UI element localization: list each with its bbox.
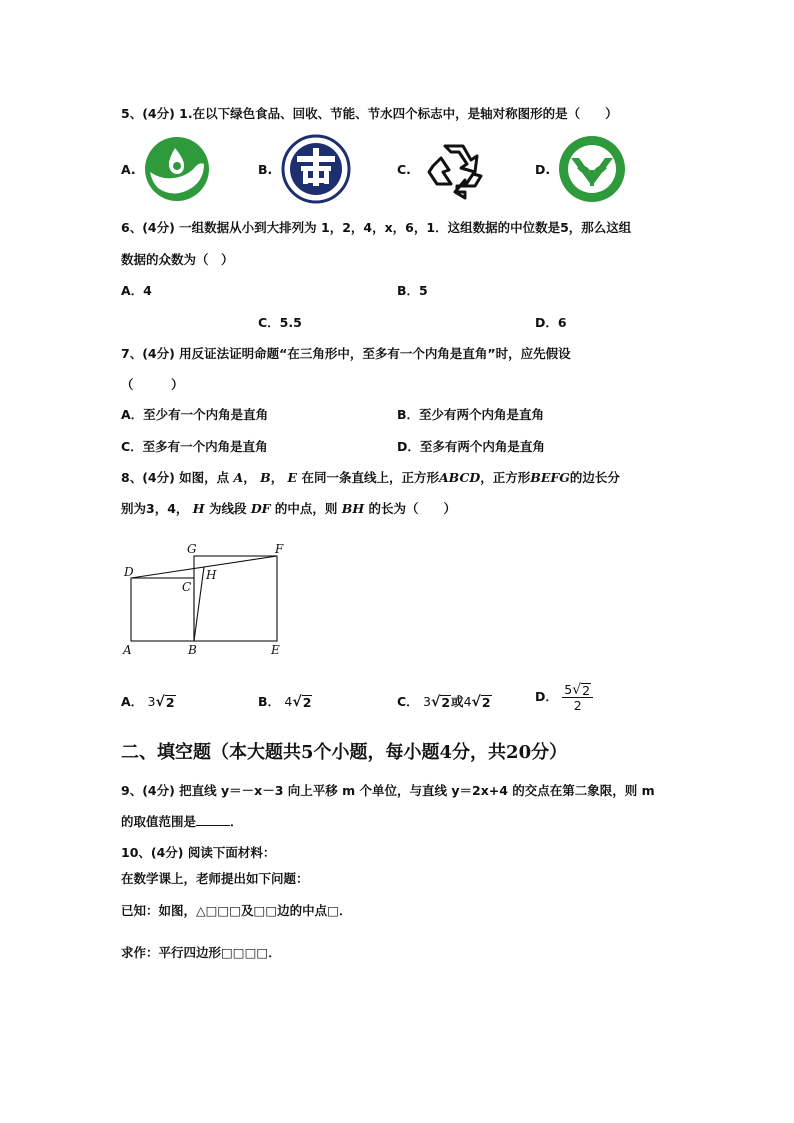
label-g: G — [187, 542, 197, 556]
q6-stem-line1: 6、(4分) 一组数据从小到大排列为 1，2，4，x，6，1．这组数据的中位数是5，那么这组 — [121, 220, 632, 235]
q9-text: ． — [230, 814, 243, 829]
q6-option-c: C．5.5 — [258, 315, 302, 330]
sqrt-2: √ 2 — [572, 682, 591, 698]
label-e: E — [271, 643, 280, 657]
q8-geometry-figure — [118, 538, 298, 660]
square-befg: BEFG — [530, 470, 570, 485]
q8-text: ，正方形 — [480, 470, 531, 485]
water-drop-logo-icon — [144, 136, 210, 202]
sqrt-2: √ 2 — [471, 694, 491, 710]
q10-stem-line4: 求作：平行四边形□□□□． — [121, 945, 281, 960]
segment-bh: BH — [341, 501, 365, 516]
label-c: C — [182, 580, 192, 594]
q5-option-d-label: D. — [535, 162, 551, 177]
sqrt-2: √ 2 — [155, 694, 175, 710]
coef: 3 — [423, 694, 431, 709]
section-heading: 二、填空题（本大题共5个小题，每小题4分，共20分） — [121, 742, 568, 763]
green-food-logo-icon — [557, 134, 627, 204]
coef: 3 — [147, 694, 156, 709]
q7-option-c: C．至多有一个内角是直角 — [121, 439, 268, 454]
radicand: 2 — [481, 695, 491, 710]
q9-stem-line2 — [121, 812, 243, 830]
point-b: B — [260, 470, 271, 485]
q7-option-d: D．至多有两个内角是直角 — [397, 439, 545, 454]
or-text: 或 — [451, 694, 464, 709]
q8-option-a — [121, 692, 176, 710]
radicand: 2 — [582, 683, 591, 698]
q9-text: 的取值范围是 — [121, 814, 197, 829]
denominator: 2 — [573, 698, 582, 713]
radicand: 2 — [302, 695, 312, 710]
q6-option-d: D．6 — [535, 315, 567, 330]
q5-stem: 5、(4分) 1.在以下绿色食品、回收、节能、节水四个标志中，是轴对称图形的是（ ） — [121, 106, 618, 121]
numerator — [562, 682, 593, 698]
q10-stem-line3: 已知：如图，△□□□及□□边的中点□． — [121, 903, 352, 918]
q5-option-c-label: C. — [397, 162, 411, 177]
coef: 4 — [463, 694, 472, 709]
q6-stem-line2: 数据的众数为（ ） — [121, 252, 234, 267]
coef: 4 — [284, 694, 293, 709]
point-e: E — [287, 470, 298, 485]
sqrt-2: √ 2 — [292, 694, 312, 710]
segment-bh-line — [194, 567, 204, 641]
label-h: H — [206, 568, 217, 582]
q7-stem-line2: （ ） — [121, 377, 184, 392]
q8-text: 在同一条直线上，正方形 — [301, 470, 439, 485]
q9-stem-line1: 9、(4分) 把直线 y＝－x－3 向上平移 m 个单位，与直线 y＝2x+4 的交点在第二象限，则 m — [121, 783, 655, 798]
q7-stem-line1: 7、(4分) 用反证法证明命题“在三角形中，至多有一个内角是直角”时，应先假设 — [121, 346, 571, 361]
q8-option-d-label: D． — [535, 689, 558, 704]
q8-stem-line1: 8、(4分) 如图，点 A， B， E 在同一条直线上，正方形ABCD，正方形BEFG的边长分 — [121, 470, 620, 485]
q8-stem-line2 — [121, 499, 456, 517]
label-b: B — [188, 643, 197, 657]
label-d: D — [124, 565, 134, 579]
radicand: 2 — [165, 695, 175, 710]
q5-option-b-label: B. — [258, 162, 273, 177]
q8-text: 8、(4分) 如图，点 — [121, 470, 230, 485]
q8-option-b-label: B． — [258, 694, 281, 709]
answer-blank[interactable] — [196, 813, 230, 826]
energy-saving-logo-icon — [281, 134, 351, 204]
point-a: A — [233, 470, 244, 485]
segment-df: DF — [250, 501, 271, 516]
q6-option-a: A．4 — [121, 283, 152, 298]
q10-stem-line2: 在数学课上，老师提出如下问题： — [121, 871, 309, 886]
q8-option-c — [397, 692, 492, 710]
q7-option-a: A．至少有一个内角是直角 — [121, 407, 269, 422]
fraction — [562, 682, 593, 713]
q8-option-b — [258, 692, 312, 710]
q8-text: 的中点，则 — [274, 501, 338, 516]
q8-text: 的长为（ ） — [368, 501, 457, 516]
q10-stem-line1: 10、(4分) 阅读下面材料： — [121, 845, 276, 860]
recycle-icon — [421, 136, 487, 202]
q7-option-b: B．至少有两个内角是直角 — [397, 407, 545, 422]
radicand: 2 — [441, 695, 451, 710]
q8-text: 的边长分 — [569, 470, 620, 485]
q8-option-a-label: A． — [121, 694, 144, 709]
q5-option-a-label: A. — [121, 162, 136, 177]
q8-option-c-label: C． — [397, 694, 419, 709]
coef: 5 — [564, 682, 573, 697]
q8-text: 为线段 — [208, 501, 247, 516]
label-a: A — [123, 643, 132, 657]
point-h: H — [192, 501, 205, 516]
q8-option-d — [535, 682, 593, 713]
square-abcd: ABCD — [438, 470, 481, 485]
sqrt-2: √ 2 — [431, 694, 451, 710]
q6-option-b: B．5 — [397, 283, 428, 298]
label-f: F — [275, 542, 284, 556]
q8-text: 别为3，4， — [121, 501, 189, 516]
